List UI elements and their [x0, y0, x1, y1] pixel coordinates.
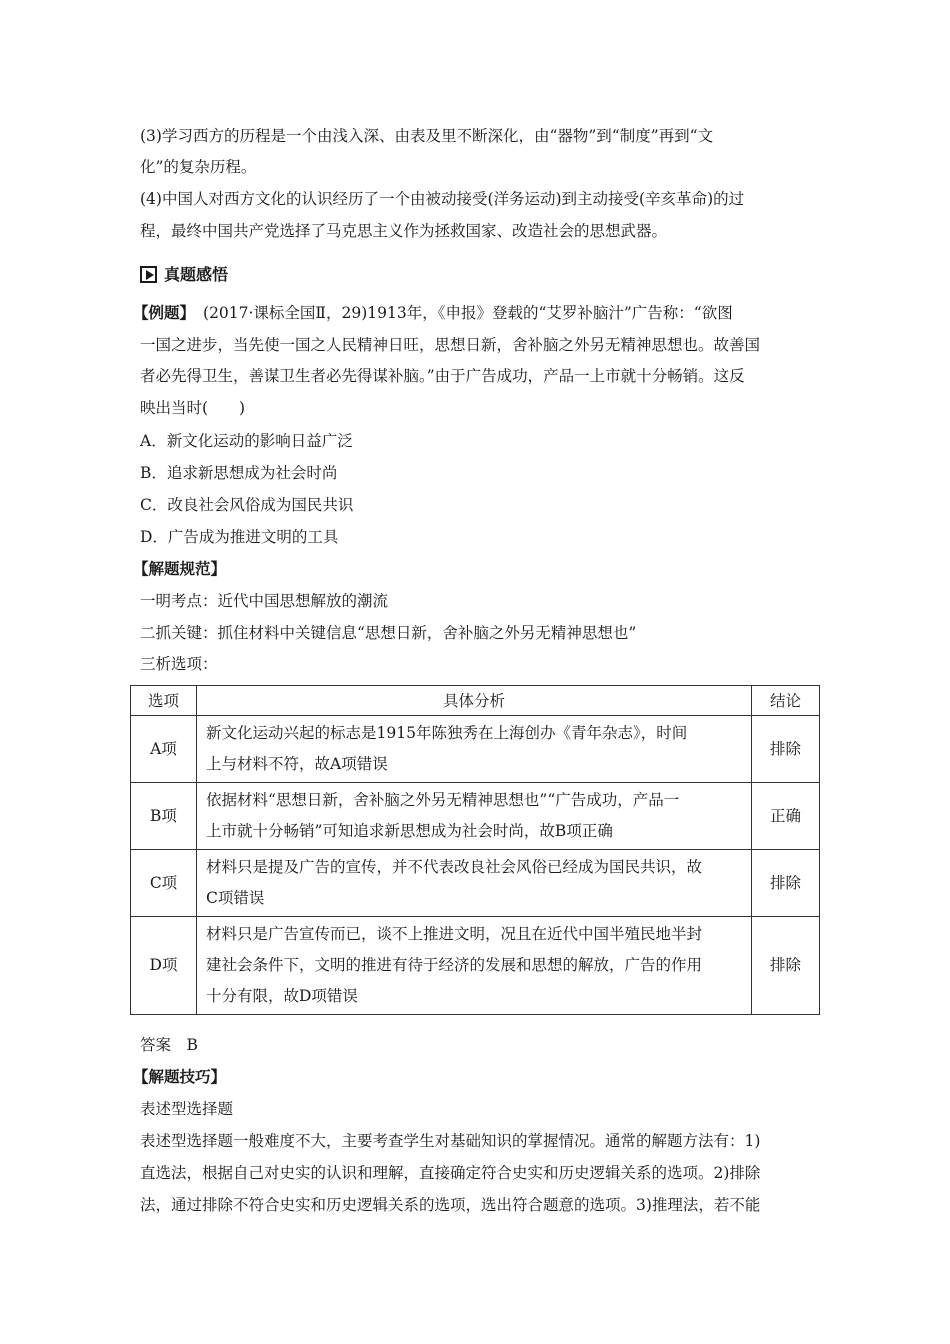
option-cell: B项: [131, 783, 197, 850]
intro-line: 化”的复杂历程。: [140, 158, 257, 176]
analysis-line: 十分有限，故D项错误: [206, 987, 358, 1005]
technique-line: 法，通过排除不符合史实和历史逻辑关系的选项，选出符合题意的选项。3)推理法，若不能: [140, 1196, 761, 1214]
analysis-line: C项错误: [206, 889, 265, 907]
analysis-cell: [197, 716, 752, 783]
analysis-line: 新文化运动兴起的标志是1915年陈独秀在上海创办《青年杂志》，时间: [206, 724, 688, 742]
option-d: D．广告成为推进文明的工具: [140, 528, 339, 546]
intro-line: (3)学习西方的历程是一个由浅入深、由表及里不断深化，由“器物”到“制度”再到“文: [140, 127, 714, 145]
analysis-cell: [197, 783, 752, 850]
norm-label: 【解题规范】: [133, 559, 227, 578]
option-cell: A项: [131, 716, 197, 783]
result-cell: 正确: [752, 783, 820, 850]
technique-line: 直选法，根据自己对史实的认识和理解，直接确定符合史实和历史逻辑关系的选项。2)排除: [140, 1164, 761, 1182]
technique-line: 表述型选择题一般难度不大，主要考查学生对基础知识的掌握情况。通常的解题方法有：1): [140, 1132, 761, 1150]
table-row: [131, 716, 820, 783]
table-header-row: [131, 686, 820, 716]
norm-step1: 一明考点：近代中国思想解放的潮流: [140, 592, 389, 610]
analysis-line: 上与材料不符，故A项错误: [206, 755, 388, 773]
analysis-cell: [197, 917, 752, 1015]
table-row: [131, 783, 820, 850]
analysis-line: 材料只是广告宣传而已，谈不上推进文明，况且在近代中国半殖民地半封: [206, 925, 703, 943]
result-cell: 排除: [752, 716, 820, 783]
option-c: C．改良社会风俗成为国民共识: [140, 496, 354, 514]
analysis-line: 材料只是提及广告的宣传，并不代表改良社会风俗已经成为国民共识，故: [206, 858, 703, 876]
play-triangle-icon: [140, 266, 157, 283]
table-row: [131, 917, 820, 1015]
option-cell: C项: [131, 850, 197, 917]
answer: 答案 B: [140, 1036, 198, 1054]
example-text: (2017·课标全国Ⅱ，29)1913年，《申报》登载的“艾罗补脑汁”广告称：“欲图: [203, 304, 733, 322]
norm-step2: 二抓关键：抓住材料中关键信息“思想日新，舍补脑之外另无精神思想也”: [140, 624, 637, 642]
table-header-cell: 选项: [131, 686, 197, 716]
result-cell: 排除: [752, 850, 820, 917]
analysis-line: 建社会条件下，文明的推进有待于经济的发展和思想的解放，广告的作用: [206, 956, 703, 974]
analysis-line: 依据材料“思想日新，舍补脑之外另无精神思想也”“广告成功，产品一: [206, 791, 680, 809]
technique-subtitle: 表述型选择题: [140, 1100, 234, 1118]
table-row: [131, 850, 820, 917]
analysis-table: [130, 685, 820, 1015]
option-b: B．追求新思想成为社会时尚: [140, 464, 338, 482]
section-title: 真题感悟: [164, 265, 229, 284]
option-a: A．新文化运动的影响日益广泛: [140, 432, 353, 450]
example-question-line: 一国之进步，当先使一国之人民精神日旺，思想日新，舍补脑之外另无精神思想也。故善国: [140, 336, 761, 354]
example-question-line: 者必先得卫生，善谋卫生者必先得谋补脑。”由于广告成功，产品一上市就十分畅销。这反: [140, 367, 745, 385]
table-header-cell: 结论: [752, 686, 820, 716]
norm-step3: 三析选项：: [140, 655, 218, 673]
analysis-line: 上市就十分畅销”可知追求新思想成为社会时尚，故B项正确: [206, 822, 613, 840]
analysis-cell: [197, 850, 752, 917]
technique-label: 【解题技巧】: [133, 1067, 227, 1086]
example-label: 【例题】: [133, 303, 196, 322]
option-cell: D项: [131, 917, 197, 1015]
table-header-cell: 具体分析: [197, 686, 752, 716]
result-cell: 排除: [752, 917, 820, 1015]
example-question-line: 映出当时( ): [140, 399, 246, 417]
example-question-line1: [133, 302, 733, 324]
intro-line: (4)中国人对西方文化的认识经历了一个由被动接受(洋务运动)到主动接受(辛亥革命)的过: [140, 190, 745, 208]
intro-line: 程，最终中国共产党选择了马克思主义作为拯救国家、改造社会的思想武器。: [140, 222, 668, 240]
